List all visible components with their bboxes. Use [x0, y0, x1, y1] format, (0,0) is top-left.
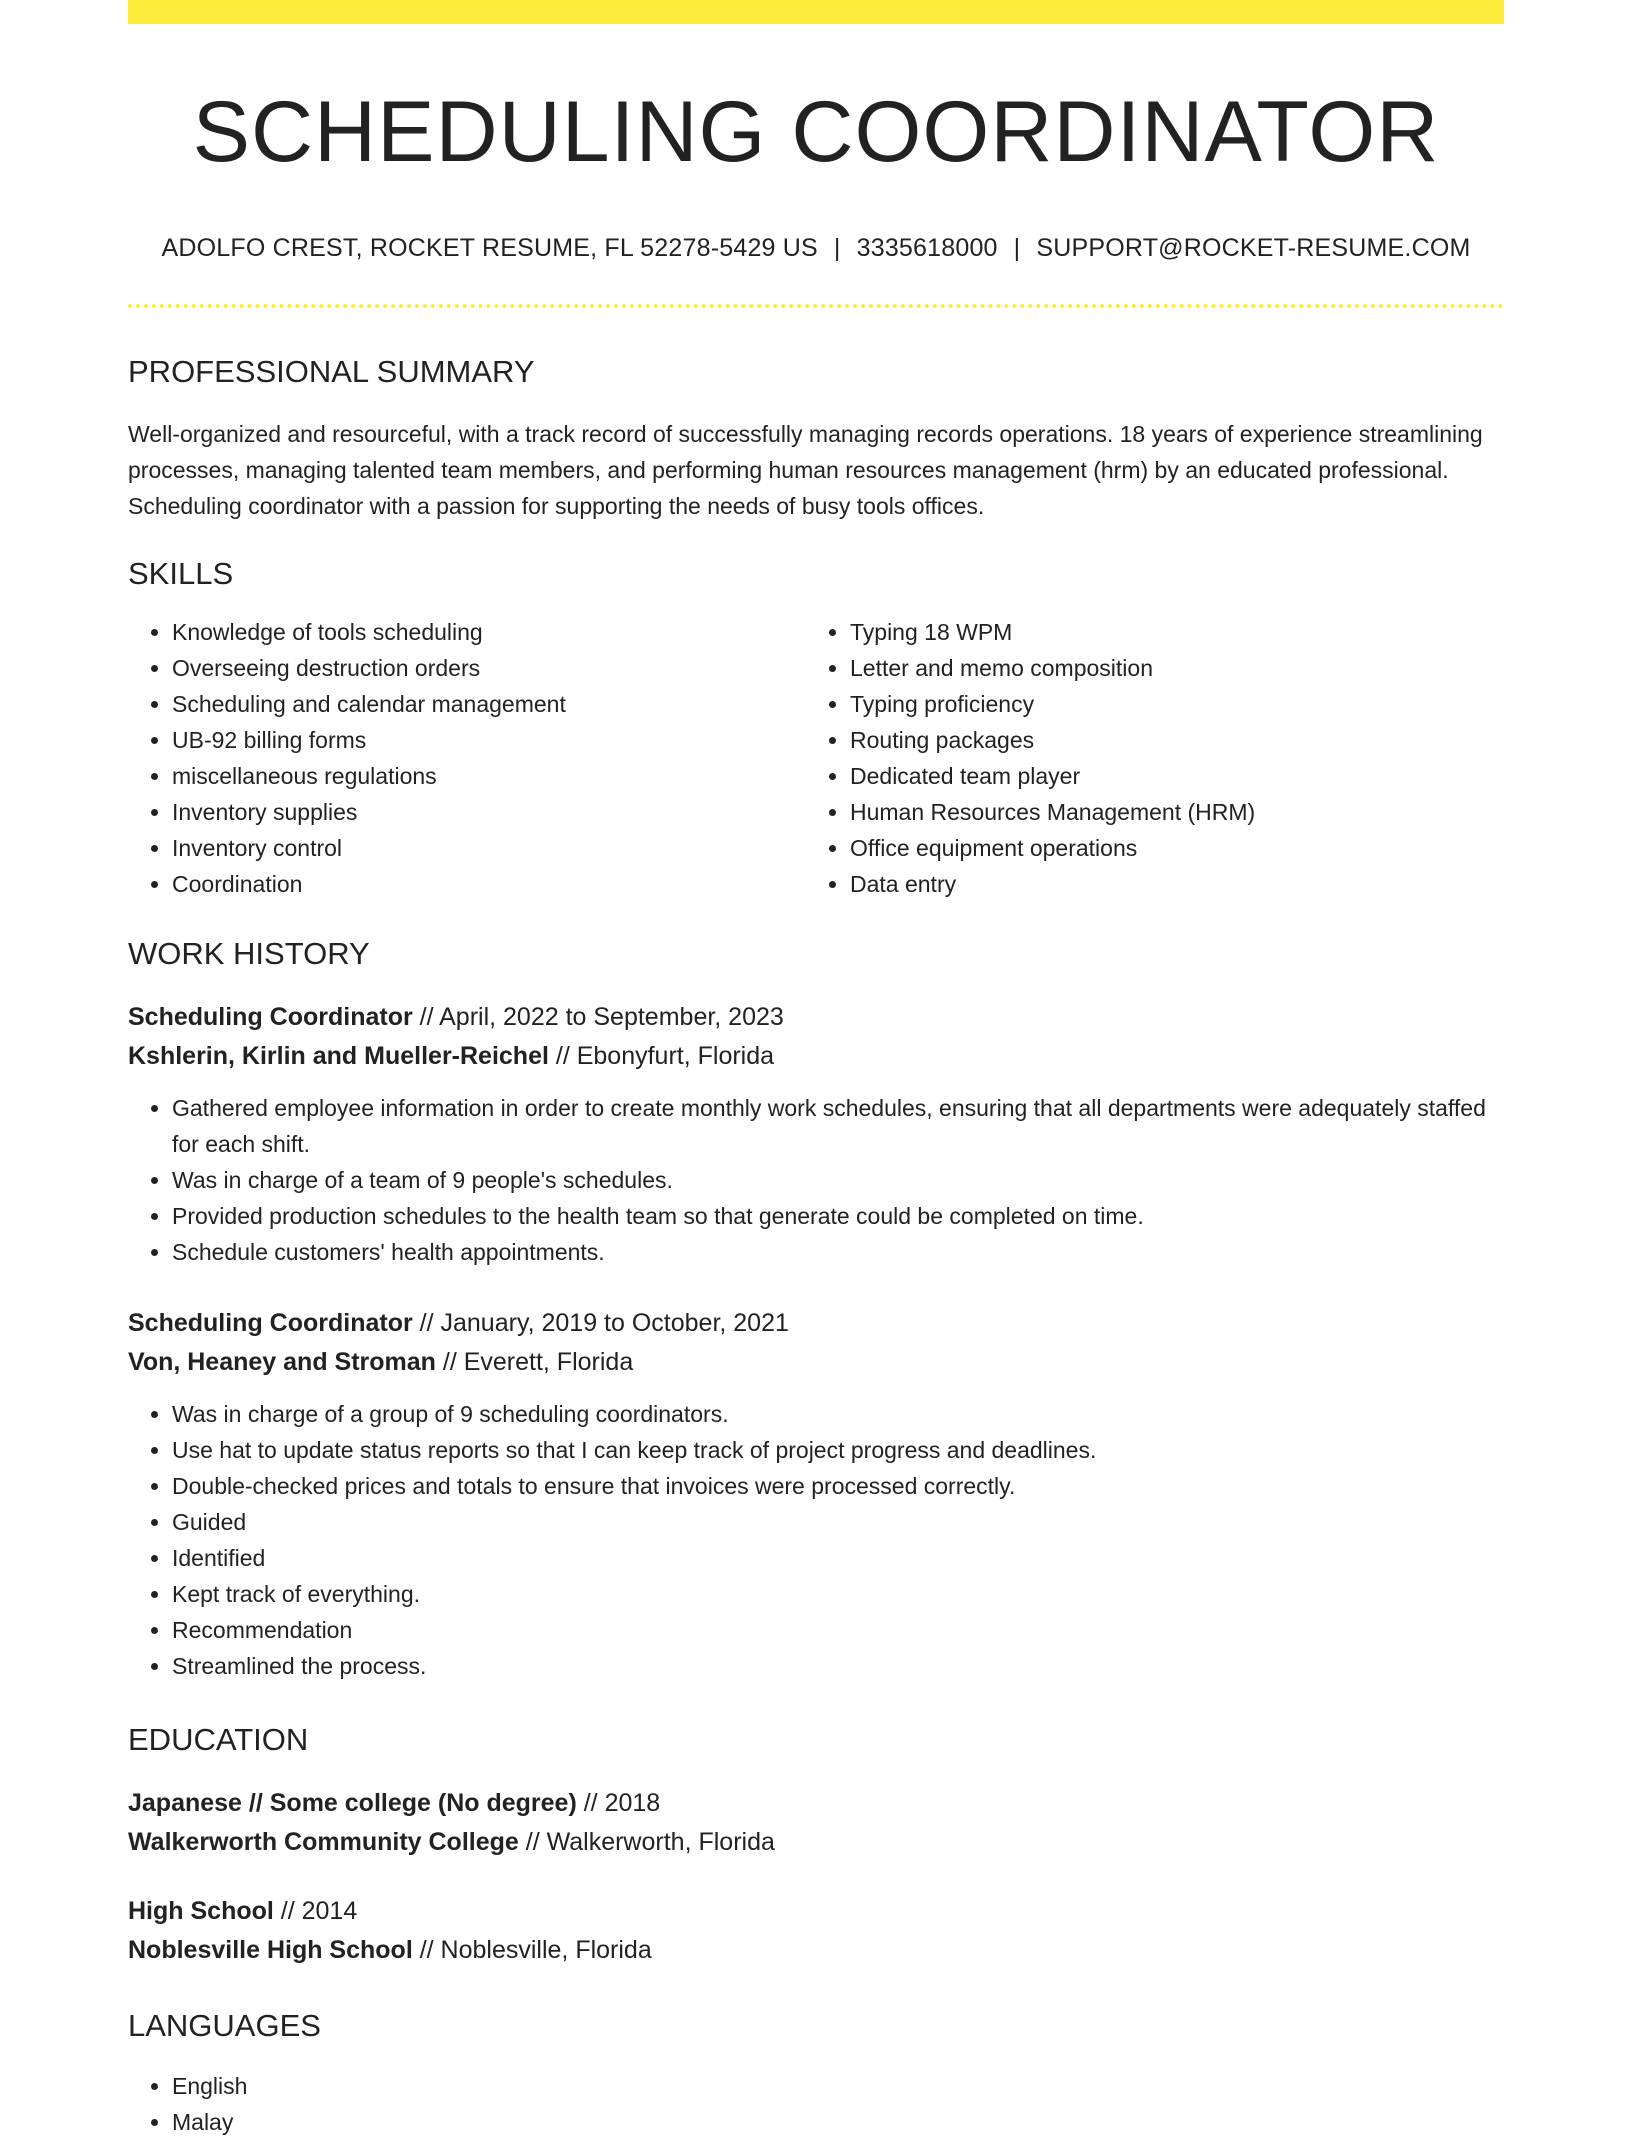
education-school: Noblesville High School — [128, 1936, 413, 1964]
skill-item: • UB-92 billing forms — [172, 722, 806, 758]
skill-item: • Office equipment operations — [850, 830, 1484, 866]
job-entry — [128, 998, 1504, 1270]
contact-separator: | — [1013, 234, 1021, 262]
contact-phone: 3335618000 — [856, 234, 998, 262]
skill-item: • Overseeing destruction orders — [172, 650, 806, 686]
job-bullet: • Provided production schedules to the health team so that generate could be completed on time. — [172, 1198, 1504, 1234]
education-entry — [128, 1892, 1504, 1970]
job-role: Scheduling Coordinator — [128, 1309, 413, 1337]
job-company: Kshlerin, Kirlin and Mueller-Reichel — [128, 1042, 549, 1070]
skill-item: • miscellaneous regulations — [172, 758, 806, 794]
skills-column-right — [806, 614, 1484, 902]
skill-item: • Typing proficiency — [850, 686, 1484, 722]
contact-address: ADOLFO CREST, ROCKET RESUME, FL 52278-5429 US — [161, 234, 818, 262]
skill-item: • Human Resources Management (HRM) — [850, 794, 1484, 830]
skill-item: • Typing 18 WPM — [850, 614, 1484, 650]
skill-item: • Routing packages — [850, 722, 1484, 758]
skill-item: • Data entry — [850, 866, 1484, 902]
language-item: • Malay — [172, 2104, 1504, 2140]
job-role-line — [128, 998, 1504, 1037]
education-location: // Noblesville, Florida — [412, 1936, 652, 1964]
skills-list — [128, 614, 1504, 902]
summary-text: Well-organized and resourceful, with a track record of successfully managing records operations. 18 years of experience streamlining processes, managing talented team members, and performing human resources management (hrm) by an educated professional. Scheduling coordinator with a passion for supporting the needs of busy tools offices. — [128, 421, 1483, 519]
education-heading: EDUCATION — [128, 1722, 309, 1757]
education-year: // 2014 — [273, 1897, 358, 1925]
job-bullets — [128, 1396, 1504, 1684]
education-entry — [128, 1784, 1504, 1862]
job-bullet: • Guided — [172, 1504, 1504, 1540]
skills-column-left — [128, 614, 806, 902]
job-role: Scheduling Coordinator — [128, 1003, 413, 1031]
education-degree: High School — [128, 1897, 274, 1925]
summary-heading: PROFESSIONAL SUMMARY — [128, 354, 535, 389]
job-bullet: • Was in charge of a team of 9 people's schedules. — [172, 1162, 1504, 1198]
education-degree: Japanese // Some college (No degree) — [128, 1789, 577, 1817]
skill-item: • Dedicated team player — [850, 758, 1484, 794]
education-degree-line — [128, 1892, 1504, 1931]
job-role-line — [128, 1304, 1504, 1343]
work-history-heading: WORK HISTORY — [128, 936, 370, 971]
job-bullet: • Streamlined the process. — [172, 1648, 1504, 1684]
job-bullet: • Kept track of everything. — [172, 1576, 1504, 1612]
job-bullet: • Recommendation — [172, 1612, 1504, 1648]
job-dates: // April, 2022 to September, 2023 — [412, 1003, 784, 1031]
education-degree-line — [128, 1784, 1504, 1823]
languages-heading: LANGUAGES — [128, 2008, 321, 2043]
job-bullet: • Was in charge of a group of 9 scheduling coordinators. — [172, 1396, 1504, 1432]
skill-item: • Coordination — [172, 866, 806, 902]
job-company-line — [128, 1037, 1504, 1076]
education-school: Walkerworth Community College — [128, 1828, 519, 1856]
language-items — [128, 2068, 1504, 2140]
job-location: // Everett, Florida — [435, 1348, 634, 1376]
job-company: Von, Heaney and Stroman — [128, 1348, 436, 1376]
job-bullet: • Use hat to update status reports so that I can keep track of project progress and deadlines. — [172, 1432, 1504, 1468]
job-bullet: • Identified — [172, 1540, 1504, 1576]
languages-list — [128, 2068, 1504, 2140]
education-school-line — [128, 1931, 1504, 1970]
contact-separator: | — [833, 234, 841, 262]
education-location: // Walkerworth, Florida — [518, 1828, 775, 1856]
job-dates: // January, 2019 to October, 2021 — [412, 1309, 789, 1337]
job-bullet: • Schedule customers' health appointments. — [172, 1234, 1504, 1270]
resume-content — [128, 0, 1504, 2140]
contact-line — [128, 232, 1504, 264]
skills-heading: SKILLS — [128, 556, 234, 591]
job-company-line — [128, 1343, 1504, 1382]
job-location: // Ebonyfurt, Florida — [548, 1042, 775, 1070]
job-bullet: • Gathered employee information in order to create monthly work schedules, ensuring that all departments were adequately staffed for each shift. — [172, 1090, 1504, 1162]
contact-email: SUPPORT@ROCKET-RESUME.COM — [1036, 234, 1471, 262]
job-bullets — [128, 1090, 1504, 1270]
skill-item: • Inventory supplies — [172, 794, 806, 830]
resume-title: SCHEDULING COORDINATOR — [192, 84, 1440, 180]
education-year: // 2018 — [576, 1789, 661, 1817]
skill-item: • Inventory control — [172, 830, 806, 866]
skill-item: • Letter and memo composition — [850, 650, 1484, 686]
language-item: • English — [172, 2068, 1504, 2104]
skill-item: • Scheduling and calendar management — [172, 686, 806, 722]
job-entry — [128, 1304, 1504, 1684]
job-bullet: • Double-checked prices and totals to ensure that invoices were processed correctly. — [172, 1468, 1504, 1504]
skill-item: • Knowledge of tools scheduling — [172, 614, 806, 650]
education-school-line — [128, 1823, 1504, 1862]
dotted-divider — [128, 304, 1504, 308]
